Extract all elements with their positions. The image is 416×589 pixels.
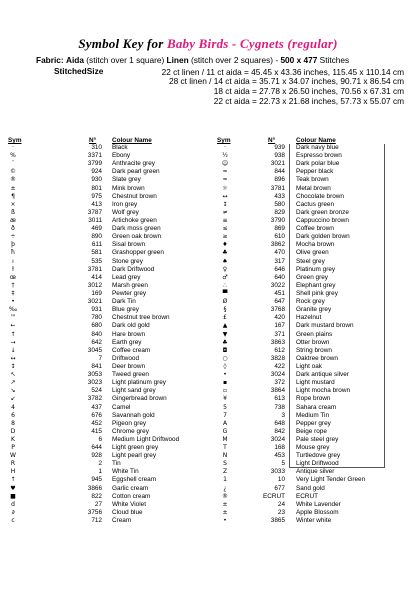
thread-number: 3828 [270, 354, 285, 362]
thread-number: 1 [98, 468, 102, 476]
colour-name: Coffee brown [296, 225, 334, 233]
symbol-glyph: ® [10, 176, 16, 184]
thread-number: 3756 [87, 508, 102, 516]
thread-number: 169 [91, 289, 102, 297]
colour-name: Chestnut tree brown [112, 314, 170, 322]
colour-name: Wolf grey [112, 208, 139, 216]
colour-name: Dark Driftwood [112, 265, 155, 273]
symbol-glyph: ♣ [222, 338, 228, 346]
symbol-glyph: 6 [11, 411, 15, 419]
symbol-glyph: H [10, 468, 16, 476]
colour-name: Chestnut brown [112, 192, 157, 200]
colour-name: Slate grey [112, 176, 141, 184]
symbol-glyph: ↔ [222, 192, 228, 200]
thread-number: 646 [274, 265, 285, 273]
symbol-glyph: d [11, 500, 15, 508]
colour-name: Beige rope [296, 427, 327, 435]
colour-name: Pewter grey [112, 289, 147, 297]
colour-name: Garlic cream [112, 484, 149, 492]
symbol-glyph: ¿ [223, 484, 227, 492]
symbol-glyph: ± [222, 508, 228, 516]
header-num-right: N° [268, 137, 276, 144]
thread-number: 842 [274, 427, 285, 435]
colour-name: Driftwood [112, 354, 139, 362]
colour-name: Pigeon grey [112, 419, 147, 427]
thread-number: 3023 [87, 379, 102, 387]
thread-number: 896 [274, 176, 285, 184]
thread-number: 310 [91, 144, 102, 151]
symbol-glyph: ☼ [222, 184, 228, 192]
symbol-glyph: ↗ [10, 379, 16, 387]
colour-name: Cappuccino brown [296, 216, 349, 224]
colour-name: Ebony [112, 152, 131, 160]
colour-name: Black [112, 144, 128, 151]
symbol-glyph: ♥ [10, 484, 16, 492]
thread-number: 414 [91, 273, 102, 281]
symbol-glyph: M [222, 435, 228, 443]
symbol-glyph: ↓ [10, 346, 16, 354]
colour-name: Dark mustard brown [296, 322, 354, 330]
colour-name: Otter brown [296, 338, 330, 346]
symbol-glyph: ↕ [222, 200, 228, 208]
thread-number: 844 [274, 168, 285, 176]
thread-number: 3012 [87, 281, 102, 289]
thread-number: 437 [91, 403, 102, 411]
colour-name: Green plains [296, 330, 333, 338]
symbol-glyph: § [223, 306, 227, 314]
symbol-glyph: ð [11, 225, 15, 233]
colour-name: Green oak brown [112, 233, 162, 241]
thread-number: 3022 [270, 281, 285, 289]
colour-name: Cotton cream [112, 492, 151, 500]
thread-number: 3033 [270, 468, 285, 476]
symbol-glyph: æ [10, 216, 16, 224]
thread-number: 469 [91, 225, 102, 233]
colour-name: Pale steel grey [296, 435, 339, 443]
symbol-glyph: % [10, 152, 16, 160]
thread-number: 712 [91, 517, 102, 525]
thread-number: 317 [274, 257, 285, 265]
symbol-glyph: P [11, 444, 15, 452]
thread-number: 5 [281, 460, 285, 468]
thread-number: 3053 [87, 371, 102, 379]
colour-name: Rope brown [296, 395, 331, 403]
symbol-glyph: • [223, 517, 227, 525]
colour-name: Chrome grey [112, 427, 149, 435]
colour-name: Sisal brown [112, 241, 146, 249]
thread-number: 931 [91, 306, 102, 314]
thread-number: 3011 [88, 216, 102, 224]
symbol-glyph: œ [9, 273, 17, 281]
colour-name: Rock grey [296, 298, 325, 306]
colour-name: Artichoke green [112, 216, 157, 224]
colour-name: Dark Tin [112, 298, 136, 306]
colour-name: Mink brown [112, 184, 145, 192]
symbol-glyph: ® [222, 492, 228, 500]
colour-name: Platinum grey [296, 265, 336, 273]
colour-name: White Violet [112, 500, 146, 508]
symbol-glyph: ≈ [222, 168, 228, 176]
symbol-glyph: ł [12, 265, 14, 273]
thread-number: 3799 [87, 160, 102, 168]
symbol-glyph: ☺ [221, 160, 229, 168]
colour-name: Dark moss green [112, 225, 161, 233]
thread-number: 801 [91, 184, 102, 192]
symbol-glyph: † [11, 281, 15, 289]
thread-number: 524 [91, 387, 102, 395]
size-line: 22 ct aida = 22.73 x 21.68 inches, 57.73 x 55.07 cm [213, 96, 404, 106]
symbol-glyph: G [222, 427, 228, 435]
symbol-glyph: × [10, 200, 16, 208]
symbol-glyph: • [11, 298, 15, 306]
symbol-glyph: ◘ [222, 346, 228, 354]
symbol-glyph: W [10, 452, 16, 460]
thread-number: 10 [277, 476, 285, 484]
thread-number: 3768 [270, 306, 285, 314]
thread-number: 3021 [270, 160, 285, 168]
symbol-glyph: ○ [222, 354, 228, 362]
symbol-glyph: ▲ [222, 322, 228, 330]
thread-number: 3865 [270, 517, 285, 525]
size-line: 22 ct linen / 11 ct aida = 45.45 x 43.36 inches, 115.45 x 110.14 cm [161, 67, 404, 77]
colour-name: Light oak [296, 362, 322, 370]
symbol-glyph: ∴ [223, 281, 227, 289]
symbol-glyph: ♣ [222, 249, 228, 257]
colour-name: Light sand grey [112, 387, 156, 395]
colour-name: Pepper grey [296, 419, 331, 427]
thread-number: 680 [91, 322, 102, 330]
colour-name: Hare brown [112, 330, 146, 338]
thread-number: 642 [91, 338, 102, 346]
colour-name: Medium Tin [296, 411, 330, 419]
symbol-glyph: 8 [11, 419, 15, 427]
thread-number: 3021 [87, 298, 102, 306]
symbol-glyph: R [10, 460, 16, 468]
thread-number: 3371 [87, 152, 102, 160]
colour-name: Medium Light Driftwood [112, 435, 180, 443]
thread-number: 869 [274, 225, 285, 233]
thread-number: 3790 [270, 216, 285, 224]
thread-number: 841 [91, 362, 102, 370]
thread-number: 3781 [270, 184, 285, 192]
colour-name: Dark green bronze [296, 208, 349, 216]
thread-number: 415 [91, 427, 102, 435]
symbol-glyph: ♠ [222, 257, 228, 265]
thread-number: 612 [274, 346, 285, 354]
colour-name: Chocolate brown [296, 192, 344, 200]
colour-name: Anthracite grey [112, 160, 155, 168]
thread-number: 453 [274, 452, 285, 460]
thread-number: 452 [91, 419, 102, 427]
thread-number: 611 [91, 241, 102, 249]
header-num-left: N° [89, 137, 97, 144]
colour-name: Mouse grey [296, 444, 330, 452]
symbol-glyph: · [12, 144, 14, 151]
colour-name: Antique silver [296, 468, 335, 476]
colour-name: Dark golden brown [296, 233, 350, 241]
colour-name: White Lavender [296, 500, 341, 508]
symbol-glyph: Z [222, 468, 228, 476]
colour-name: Light green grey [112, 444, 159, 452]
colour-name: Very Light Tender Green [296, 476, 366, 484]
symbol-glyph: ■ [10, 492, 16, 500]
symbol-glyph: ÷ [10, 233, 16, 241]
thread-number: 3866 [87, 484, 102, 492]
thread-number: 3 [281, 411, 285, 419]
thread-number: 420 [274, 314, 285, 322]
thread-number: 3864 [270, 387, 285, 395]
colour-name: String brown [296, 346, 332, 354]
colour-name: Camel [112, 403, 131, 411]
thread-number: 890 [91, 233, 102, 241]
thread-number: 3024 [270, 371, 285, 379]
colour-name: Coffee cream [112, 346, 151, 354]
symbol-glyph: D [10, 427, 16, 435]
colour-name: Green grey [296, 273, 328, 281]
thread-number: 3863 [270, 338, 285, 346]
symbol-glyph: ı [12, 257, 14, 265]
thread-number: 6 [98, 435, 102, 443]
header-sym-right: Sym [217, 137, 231, 144]
symbol-glyph: ± [10, 184, 16, 192]
header-name-right: Colour Name [296, 137, 336, 144]
symbol-glyph: ♦ [222, 241, 228, 249]
colour-name: Steel grey [296, 257, 325, 265]
thread-number: 3045 [87, 346, 102, 354]
symbol-glyph: ♂ [222, 273, 228, 281]
symbol-glyph: ™ [10, 314, 16, 322]
symbol-glyph: ħ [10, 249, 16, 257]
symbol-glyph: • [223, 371, 227, 379]
colour-name: Hazelnut [296, 314, 322, 322]
symbol-glyph: ¨ [11, 160, 15, 168]
symbol-glyph: 7 [223, 411, 227, 419]
symbol-glyph: · [224, 144, 226, 151]
colour-name: Winter white [296, 517, 332, 525]
colour-name: Iron grey [112, 200, 138, 208]
symbol-glyph: → [10, 338, 16, 346]
thread-number: 167 [274, 322, 285, 330]
thread-number: 924 [91, 168, 102, 176]
thread-number: 738 [274, 403, 285, 411]
colour-name: Light pearl grey [112, 452, 157, 460]
size-line: 18 ct aida = 27.78 x 26.50 inches, 70.56 x 67.31 cm [213, 86, 404, 96]
colour-name: Sand gold [296, 484, 325, 492]
colour-name: Cloud blue [112, 508, 143, 516]
thread-number: 168 [274, 444, 285, 452]
thread-number: 413 [91, 200, 102, 208]
colour-name: Dark navy blue [296, 144, 339, 151]
thread-number: 3782 [87, 395, 102, 403]
symbol-glyph: ± [222, 500, 228, 508]
colour-name: Cactus green [296, 200, 335, 208]
thread-number: 648 [274, 419, 285, 427]
symbol-glyph: ▀ [222, 289, 228, 297]
thread-number: 840 [91, 330, 102, 338]
colour-name: Olive green [296, 249, 329, 257]
colour-name: Stone grey [112, 257, 143, 265]
fabric-line: Fabric: Aida (stitch over 1 square) Linen (stitch over 2 squares) - 500 x 477 Stitches [36, 55, 350, 65]
thread-number: 822 [91, 492, 102, 500]
symbol-glyph: ↑ [10, 330, 16, 338]
colour-name: Earth grey [112, 338, 142, 346]
symbol-glyph: K [11, 435, 15, 443]
colour-name: Teak brown [296, 176, 329, 184]
colour-name: Dark polar blue [296, 160, 340, 168]
thread-number: 938 [274, 152, 285, 160]
colour-name: Savannah gold [112, 411, 155, 419]
thread-number: 580 [274, 200, 285, 208]
colour-name: Blue grey [112, 306, 139, 314]
thread-number: 433 [274, 192, 285, 200]
thread-number: 371 [274, 330, 285, 338]
symbol-glyph: ↔ [10, 354, 16, 362]
colour-name: Light Driftwood [296, 460, 339, 468]
colour-name: Oaktree brown [296, 354, 338, 362]
symbol-glyph: ß [11, 208, 15, 216]
thread-number: 3862 [270, 241, 285, 249]
colour-name: Shell pink grey [296, 289, 338, 297]
colour-name: Mocha brown [296, 241, 335, 249]
symbol-glyph: ▼ [222, 330, 228, 338]
header-sym-left: Sym [8, 137, 22, 144]
colour-name: Grashopper green [112, 249, 164, 257]
thread-number: 780 [91, 314, 102, 322]
thread-number: 610 [274, 233, 285, 241]
symbol-glyph: ¶ [11, 192, 15, 200]
symbol-glyph: ↖ [10, 371, 16, 379]
thread-number: 676 [91, 411, 102, 419]
symbol-glyph: 1 [223, 476, 227, 484]
symbol-glyph: ¥ [223, 395, 227, 403]
colour-name: Cream [112, 517, 132, 525]
colour-name: White Tin [112, 468, 139, 476]
thread-number: 939 [274, 144, 285, 151]
thread-number: 451 [274, 289, 285, 297]
symbol-glyph: S [223, 460, 227, 468]
symbol-glyph: ◊ [223, 362, 227, 370]
colour-name: Lead grey [112, 273, 141, 281]
symbol-glyph: ∂ [11, 508, 15, 516]
symbol-glyph: ↕ [10, 362, 16, 370]
colour-name: Light mustard [296, 379, 335, 387]
symbol-glyph: ← [10, 322, 16, 330]
symbol-glyph: ↘ [10, 387, 16, 395]
thread-number: 2 [98, 460, 102, 468]
thread-number: 470 [274, 249, 285, 257]
thread-number: 928 [91, 452, 102, 460]
symbol-glyph: ≠ [222, 208, 228, 216]
thread-number: 677 [274, 484, 285, 492]
title-subject: Baby Birds - Cygnets (regular) [166, 36, 338, 51]
symbol-glyph: Ø [222, 298, 228, 306]
thread-number: 581 [91, 249, 102, 257]
symbol-glyph: £ [223, 314, 227, 322]
thread-number: 644 [91, 444, 102, 452]
symbol-glyph: þ [11, 241, 15, 249]
thread-number: 945 [91, 476, 102, 484]
thread-number: 422 [274, 362, 285, 370]
colour-name: Tin [112, 460, 121, 468]
colour-name: Gingerbread brown [112, 395, 167, 403]
colour-name: Deer brown [112, 362, 146, 370]
colour-name: Dark old gold [112, 322, 150, 330]
stitched-size-label: StitchedSize [54, 66, 104, 76]
thread-number: 372 [274, 379, 285, 387]
thread-number: 3024 [270, 435, 285, 443]
symbol-glyph: 5 [223, 403, 227, 411]
symbol-glyph: ↙ [10, 395, 16, 403]
colour-name: Marsh green [112, 281, 148, 289]
symbol-glyph: ↑ [10, 476, 16, 484]
symbol-glyph: A [222, 419, 228, 427]
thread-number: 3787 [87, 208, 102, 216]
colour-name: Light platinum grey [112, 379, 166, 387]
colour-name: Dark antique silver [296, 371, 349, 379]
thread-number: 613 [274, 395, 285, 403]
symbol-glyph: c [11, 517, 15, 525]
page-title: Symbol Key for Baby Birds - Cygnets (regular) [78, 36, 338, 51]
symbol-glyph: ♀ [222, 265, 228, 273]
colour-name: Metal brown [296, 184, 331, 192]
thread-number: 27 [94, 500, 102, 508]
symbol-glyph: ≡ [222, 216, 228, 224]
symbol-glyph: ≤ [222, 225, 228, 233]
symbol-glyph: ½ [222, 152, 228, 160]
symbol-glyph: © [10, 168, 16, 176]
colour-name: Sahara cream [296, 403, 337, 411]
thread-number: 930 [91, 176, 102, 184]
colour-name: Tweed green [112, 371, 149, 379]
colour-name: Turtledove grey [296, 452, 341, 460]
colour-name: Apple Blossom [296, 508, 339, 516]
size-line: 28 ct linen / 14 ct aida = 35.71 x 34.07 inches, 90.71 x 86.54 cm [168, 76, 404, 86]
colour-name: Pepper black [296, 168, 334, 176]
symbol-glyph: ▪ [222, 379, 228, 387]
colour-name: Elephant grey [296, 281, 336, 289]
symbol-glyph: ≈ [222, 176, 228, 184]
symbol-glyph: ‰ [8, 306, 18, 314]
thread-number: 829 [274, 208, 285, 216]
thread-number: 647 [274, 298, 285, 306]
header-name-left: Colour Name [112, 137, 152, 144]
thread-number: 3781 [87, 265, 102, 273]
symbol-glyph: ▫ [222, 387, 228, 395]
thread-number: 535 [91, 257, 102, 265]
thread-number: ECRUT [262, 492, 285, 500]
thread-number: 975 [91, 192, 102, 200]
colour-name: Espresso brown [296, 152, 342, 160]
symbol-glyph: ≥ [222, 233, 228, 241]
thread-number: 7 [98, 354, 102, 362]
thread-number: 640 [274, 273, 285, 281]
thread-number: 24 [277, 500, 285, 508]
symbol-glyph: N [222, 452, 228, 460]
symbol-glyph: T [223, 444, 227, 452]
colour-name: ECRUT [296, 492, 319, 500]
colour-name: Granite grey [296, 306, 332, 314]
colour-name: Light mocha brown [296, 387, 350, 395]
colour-name: Eggshell cream [112, 476, 157, 484]
thread-number: 23 [277, 508, 285, 516]
symbol-glyph: 4 [11, 403, 15, 411]
colour-name: Dark pearl green [112, 168, 160, 176]
symbol-glyph: ‡ [11, 289, 15, 297]
